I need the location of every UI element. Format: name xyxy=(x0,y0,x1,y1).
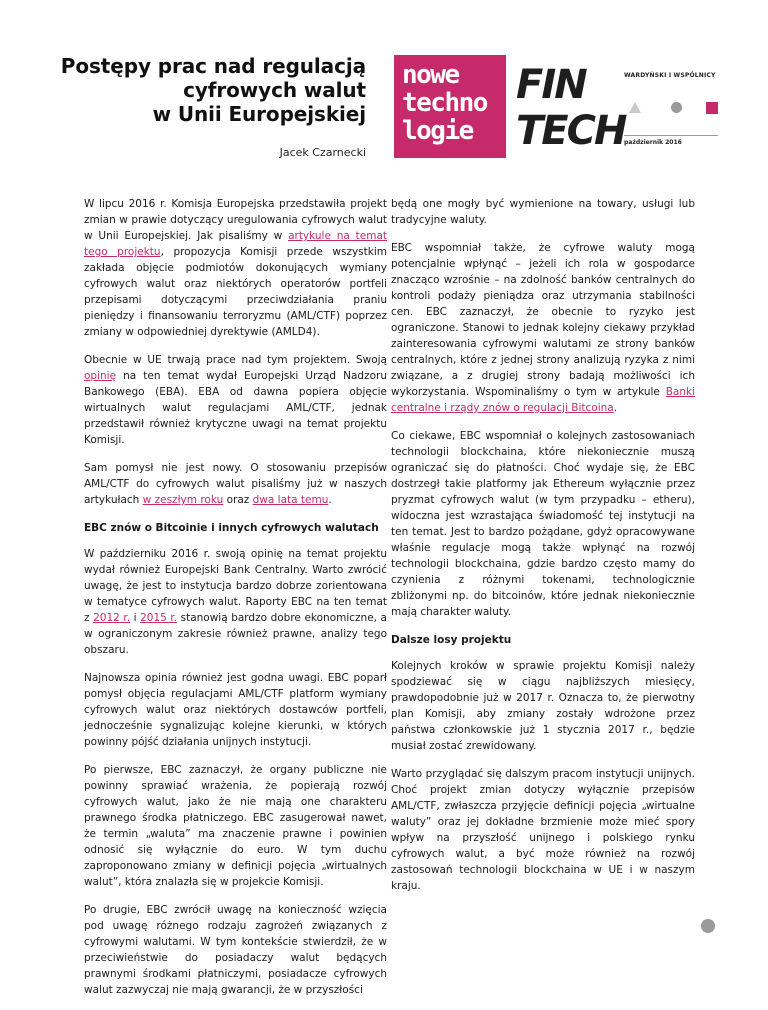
paragraph: Kolejnych kroków w sprawie projektu Komisji należy spodziewać się w ciągu najbliższych miesięcy, prawdopodobnie już w 2017 r. Oznacza to, że pierwotny plan Komisji, aby zmiany zostały wdrożone przez państwa członkowskie już 1 stycznia 2017 r., będzie musiał zostać zrewidowany. xyxy=(391,660,695,752)
fintech-logo xyxy=(516,62,626,158)
author: Jacek Czarnecki xyxy=(279,146,366,159)
logo-fin: FIN xyxy=(516,62,586,108)
link-central-banks[interactable]: Banki centralne i rządy znów o regulacji Bitcoina xyxy=(391,386,695,414)
link-2015[interactable]: 2015 r. xyxy=(140,612,178,624)
link-two-years-ago[interactable]: dwa lata temu xyxy=(252,494,329,506)
paragraph: Po drugie, EBC zwrócił uwagę na konieczność wzięcia pod uwagę różnego rodzaju zagrożeń związanych z cyfrowymi walutami. W tym kontekście stwierdził, że w przeciwieństwie do posiadaczy walut będących prawnymi środkami płatniczymi, posiadacze cyfrowych walut zazwyczaj nie mają gwarancji, że w przyszłości xyxy=(84,904,387,996)
issue-date: październik 2016 xyxy=(624,135,718,146)
logo-nowe: nowe xyxy=(402,60,459,90)
text: W październiku 2016 r. swoją opinię na temat projektu wydał również Europejski Bank Centralny. Warto zwrócić uwagę, że jest to instytucja bardzo dobrze zorientowana w tematyce cyfrowych walut. Raporty EBC na ten temat z xyxy=(84,548,387,624)
paragraph xyxy=(84,352,387,448)
page-title xyxy=(26,54,366,126)
text: W lipcu 2016 r. Komisja Europejska przedstawiła projekt zmian w prawie dotyczący uregulowania cyfrowych walut w Unii Europejskiej. Jak pisaliśmy w xyxy=(84,198,387,242)
paragraph: Najnowsza opinia również jest godna uwagi. EBC poparł pomysł objęcia regulacjami AML/CTF platform wymiany cyfrowych walut oraz niektórych dostawców portfeli, jednocześnie sygnalizując kolejne kierunki, w których powinny pójść działania unijnych instytucji. xyxy=(84,672,387,748)
page-header xyxy=(0,0,768,180)
paragraph: będą one mogły być wymienione na towary, usługi lub tradycyjne waluty. xyxy=(391,198,695,226)
text: na ten temat wydał Europejski Urząd Nadzoru Bankowego (EBA). EBA od dawna popiera objęcie wirtualnych walut regulacjami AML/CTF, jednak przedstawił również krytyczne uwagi na temat projektu Komisji. xyxy=(84,370,387,446)
nowe-technologie-logo xyxy=(394,55,506,158)
section-heading: EBC znów o Bitcoinie i innych cyfrowych walutach xyxy=(84,522,379,534)
logo-tech: TECH xyxy=(516,108,626,154)
paragraph xyxy=(84,196,387,340)
circle-icon xyxy=(671,102,682,113)
title-line-1: Postępy prac nad regulacją xyxy=(60,54,366,78)
left-column xyxy=(84,196,387,1010)
text: . xyxy=(328,494,332,506)
right-column xyxy=(391,196,695,906)
paragraph xyxy=(84,460,387,508)
firm-name: WARDYŃSKI I WSPÓLNICY xyxy=(624,72,716,79)
link-2012[interactable]: 2012 r. xyxy=(93,612,131,624)
paragraph: Co ciekawe, EBC wspomniał o kolejnych zastosowaniach technologii blockchaina, które niekoniecznie muszą ograniczać się do płatności. Choć wydaje się, że EBC dostrzegł takie platformy jak Ethereum wyłącznie przez pryzmat cyfrowych walut (w tym przypadku – etheru), widoczna jest wzrastająca świadomość tej instytucji na ten temat. Jest to bardzo pożądane, gdyż opracowywane właśnie regulacje mogą także wpłynąć na rozwój technologii blockchaina, gdzie bardzo często mamy do czynienia z różnymi tokenami, technologicznie zbliżonymi np. do bitcoinów, które jednak niekoniecznie mają charakter waluty. xyxy=(391,430,695,618)
text: , propozycja Komisji przede wszystkim zakłada objęcie podmiotów dokonujących wymiany cyfrowych walut oraz niektórych operatorów portfeli przepisami dotyczącymi przeciwdziałania praniu pieniędzy i finansowaniu terroryzmu (AML/CTF) poprzez zmiany w odpowiedniej dyrektywie (AMLD4). xyxy=(84,246,387,338)
section-heading: Dalsze losy projektu xyxy=(391,634,512,646)
link-last-year[interactable]: w zeszłym roku xyxy=(142,494,224,506)
logo-logie: logie xyxy=(402,116,473,146)
text: oraz xyxy=(223,494,253,506)
link-opinion[interactable]: opinię xyxy=(84,370,117,382)
link-article-project[interactable]: artykule na temat tego projektu xyxy=(84,230,387,258)
title-line-2: cyfrowych walut xyxy=(183,78,366,102)
brand-shapes xyxy=(629,101,719,115)
text: Obecnie w UE trwają prace nad tym projektem. Swoją xyxy=(84,354,387,366)
text: Sam pomysł nie jest nowy. O stosowaniu przepisów AML/CTF do cyfrowych walut pisaliśmy już w naszych artykułach xyxy=(84,462,387,506)
logo-techno: techno xyxy=(402,88,487,118)
text: stanowią bardzo dobre ekonomiczne, a w ograniczonym zakresie również prawne, analizy tego obszaru. xyxy=(84,612,387,656)
square-icon xyxy=(706,102,718,114)
page-dot-icon xyxy=(701,919,715,933)
paragraph: Warto przyglądać się dalszym pracom instytucji unijnych. Choć projekt zmian dotyczy wyłącznie przepisów AML/CTF, zwłaszcza przyjęcie definicji pojęcia „wirtualne waluty” oraz jej dokładne brzmienie może mieć spory wpływ na przyszłość unijnego i polskiego rynku cyfrowych walut, a być może również na rozwój zastosowań technologii blockchaina w UE i w naszym kraju. xyxy=(391,768,695,892)
title-line-3: w Unii Europejskiej xyxy=(152,102,366,126)
paragraph xyxy=(391,240,695,416)
text: . xyxy=(613,402,618,414)
text: i xyxy=(130,612,141,624)
text: EBC wspomniał także, że cyfrowe waluty mogą potencjalnie wpłynąć – jeżeli ich rola w gospodarce znacząco wzrośnie – na zdolność banków centralnych do kontroli podaży pieniądza oraz utrzymania stabilności cen. EBC zaznaczył, że obecnie to ryzyko jest ograniczone. Stanowi to jednak kolejny ciekawy przykład zainteresowania cyfrowymi walutami ze strony banków centralnych, które z jednej strony analizują ryzyka z nimi związane, a z drugiej strony badają możliwości ich wykorzystania. Wspominaliśmy o tym w artykule xyxy=(391,242,695,398)
paragraph: Po pierwsze, EBC zaznaczył, że organy publiczne nie powinny sprawiać wrażenia, że popierają rozwój cyfrowych walut, jako że nie mają one charakteru prawnego środka płatniczego. EBC zasugerował nawet, że termin „waluta” ma znaczenie prawne i powinien odnosić się wyłącznie do euro. W tym duchu zaproponowano zmiany w definicji pojęcia „wirtualnych walut”, która znalazła się w projekcie Komisji. xyxy=(84,764,387,888)
triangle-icon xyxy=(629,102,641,113)
paragraph xyxy=(84,546,387,658)
